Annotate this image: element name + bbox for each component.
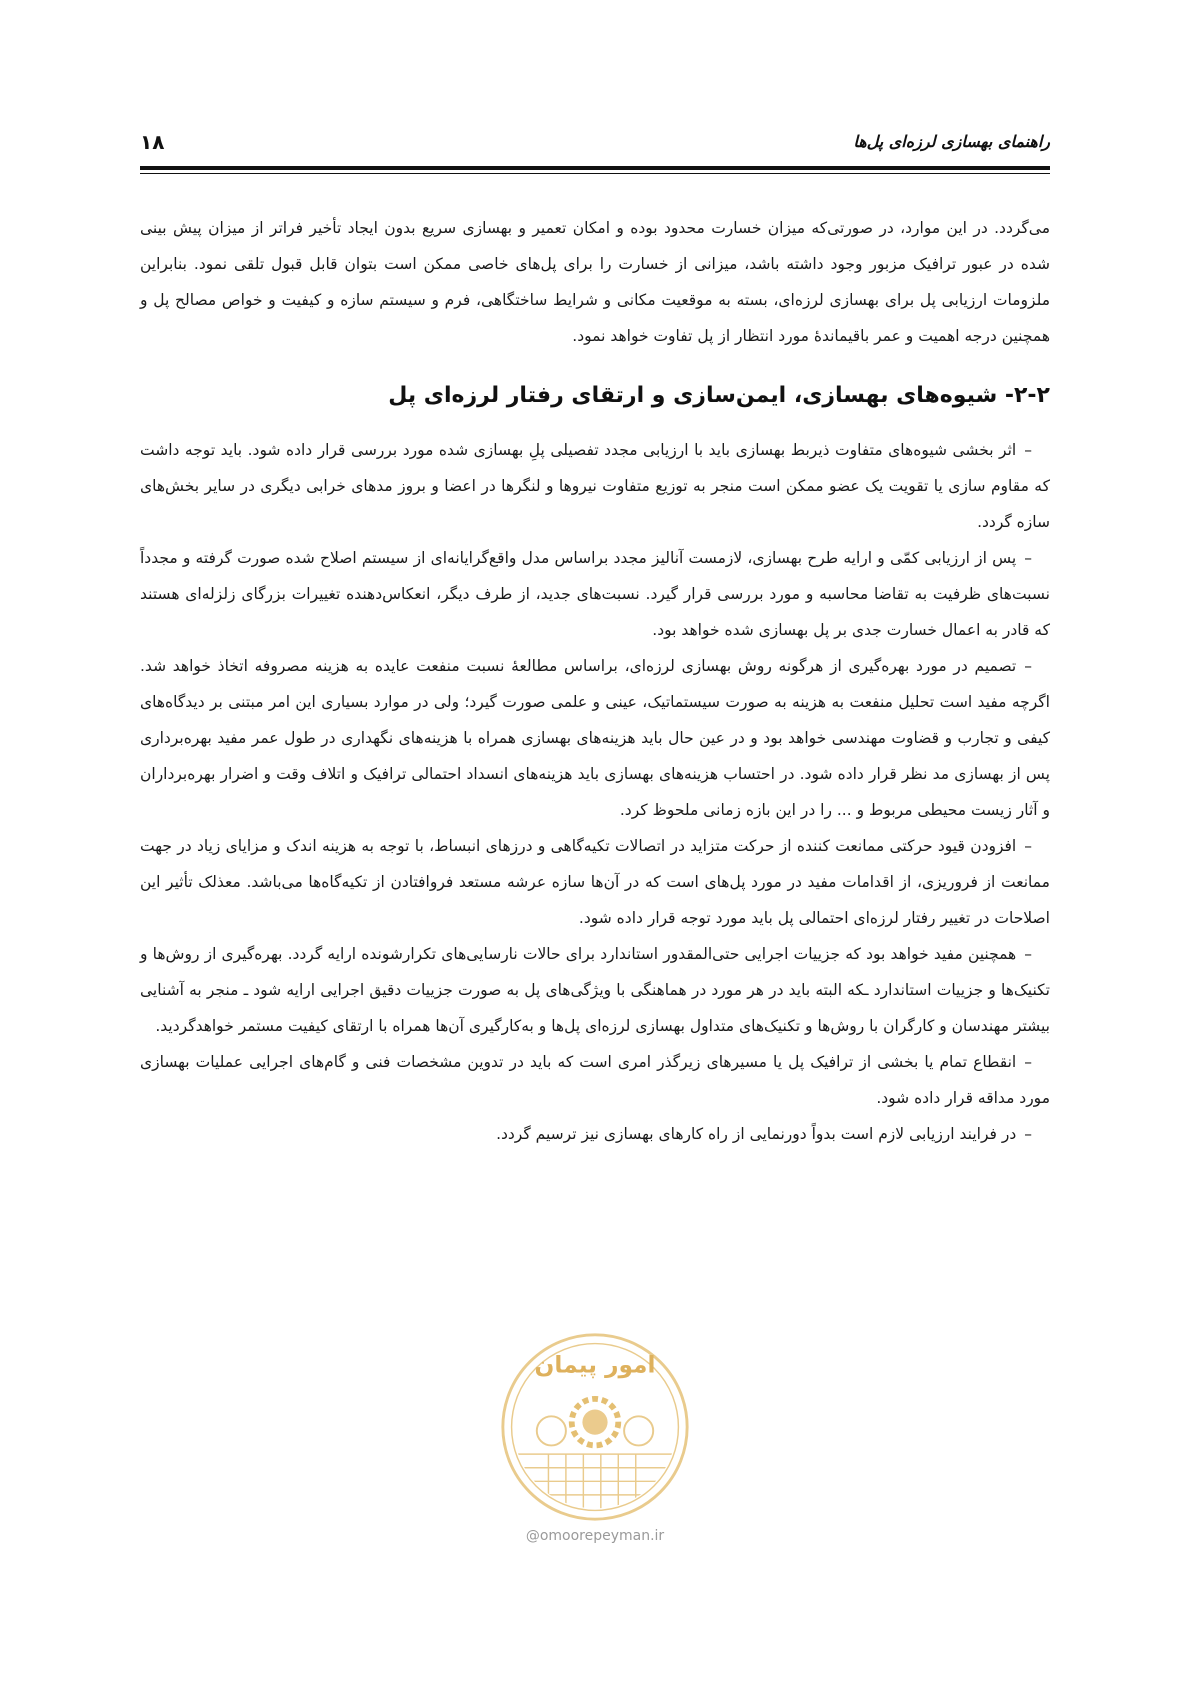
bullet-dash: – (1024, 1053, 1032, 1071)
header-rule-thin (140, 173, 1050, 174)
bullet-dash: – (1024, 837, 1032, 855)
bullet-dash: – (1024, 945, 1032, 963)
watermark-url: @omoorepeyman.ir (525, 1528, 665, 1544)
section-heading: ۲-۲- شیوه‌های بهسازی، ایمن‌سازی و ارتقای رفتار لرزه‌ای پل (388, 383, 1050, 408)
bullet-paragraph (140, 828, 1050, 936)
bullet-text: پس از ارزیابی کمّی و ارایه طرح بهسازی، لازمست آنالیز مجدد براساس مدل واقع‌گرایانه‌ای از سیستم اصلاح شده صورت گرفته و مجدداً نسبت‌های ظرفیت به تقاضا محاسبه و مورد بررسی قرار گیرد. نسبت‌های جدید، از طرف دیگر، انعکاس‌دهنده تغییرات بزرگای زلزله‌ای هستند که قادر به اعمال خسارت جدی بر پل بهسازی شده خواهد بود. (140, 549, 1050, 639)
bullet-paragraph (140, 1116, 1050, 1152)
watermark-logo-text: امور پیمان (534, 1351, 656, 1379)
intro-paragraph: می‌گردد. در این موارد، در صورتی‌که میزان خسارت محدود بوده و امکان تعمیر و بهسازی سریع بدون ایجاد تأخیر فراتر از میزان پیش بینی شده در عبور ترافیک مزبور وجود داشته باشد، میزانی از خسارت را برای پل‌های خاصی ممکن است بتوان قابل قبول تلقی نمود. بنابراین ملزومات ارزیابی پل برای بهسازی لرزه‌ای، بسته به موقعیت مکانی و شرایط ساختگاهی، فرم و سیستم سازه و کیفیت و خواص مصالح پل و همچنین درجه اهمیت و عمر باقیماندهٔ مورد انتظار از پل تفاوت خواهد نمود. (140, 219, 1050, 345)
page-number: ۱۸ (140, 130, 165, 154)
bullet-text: انقطاع تمام یا بخشی از ترافیک پل یا مسیرهای زیرگذر امری است که باید در تدوین مشخصات فنی و گام‌های اجرایی عملیات بهسازی مورد مداقه قرار داده شود. (140, 1053, 1050, 1107)
bullet-dash: – (1024, 441, 1032, 459)
bullet-dash: – (1024, 657, 1032, 675)
bullet-paragraph (140, 540, 1050, 648)
running-title: راهنمای بهسازی لرزه‌ای پل‌ها (853, 132, 1050, 151)
header-rule-thick (140, 166, 1050, 170)
bullet-dash: – (1024, 1125, 1032, 1143)
watermark-logo (498, 1330, 692, 1524)
bullet-paragraph (140, 432, 1050, 540)
bullet-text: افزودن قیود حرکتی ممانعت کننده از حرکت متزاید در اتصالات تکیه‌گاهی و درزهای انبساط، با توجه به هزینه اندک و مزایای زیاد در جهت ممانعت از فروریزی، از اقدامات مفید در مورد پل‌های است که در آن‌ها سازه عرشه مستعد فروافتادن از تکیه‌گاه‌ها می‌باشد. معذلک تأثیر این اصلاحات در تغییر رفتار لرزه‌ای احتمالی پل باید مورد توجه قرار داده شود. (140, 837, 1050, 927)
bullet-dash: – (1024, 549, 1032, 567)
body-text (140, 210, 1050, 1152)
bullet-paragraph (140, 648, 1050, 828)
bullet-paragraph (140, 1044, 1050, 1116)
bullet-text: اثر بخشی شیوه‌های متفاوت ذیربط بهسازی باید با ارزیابی مجدد تفصیلی پلِ بهسازی شده مورد بررسی قرار داده شود. باید توجه داشت که مقاوم سازی یا تقویت یک عضو ممکن است منجر به توزیع متفاوت نیروها و لنگرها در اعضا و بروز مدهای خرابی دیگری در سایر بخش‌های سازه گردد. (140, 441, 1050, 531)
bullet-text: تصمیم در مورد بهره‌گیری از هرگونه روش بهسازی لرزه‌ای، براساس مطالعهٔ نسبت منفعت عایده به هزینه مصروفه اتخاذ خواهد شد. اگرچه مفید است تحلیل منفعت به هزینه به صورت سیستماتیک، عینی و علمی صورت گیرد؛ ولی در موارد بسیاری این امر مبتنی بر دیدگاه‌های کیفی و تجارب و قضاوت مهندسی خواهد بود و در عین حال باید هزینه‌های بهسازی همراه با هزینه‌های نگهداری در طول عمر مفید بهره‌برداری پس از بهسازی مد نظر قرار داده شود. در احتساب هزینه‌های بهسازی باید هزینه‌های انسداد احتمالی ترافیک و اتلاف وقت و اضرار بهره‌برداران و آثار زیست محیطی مربوط و ... را در این بازه زمانی ملحوظ کرد. (140, 657, 1050, 819)
bullet-text: در فرایند ارزیابی لازم است بدواً دورنمایی از راه کارهای بهسازی نیز ترسیم گردد. (496, 1125, 1017, 1143)
bullet-text: همچنین مفید خواهد بود که جزییات اجرایی حتی‌المقدور استاندارد برای حالات نارسایی‌های تکرارشونده ارایه گردد. بهره‌گیری از روش‌ها و تکنیک‌ها و جزییات استاندارد ـکه البته باید در هر مورد در هماهنگی با ویژگی‌های پل به صورت جزییات دقیق اجرایی ارایه شود ـ منجر به آشنایی بیشتر مهندسان و کارگران با روش‌ها و تکنیک‌های متداول بهسازی لرزه‌ای پل‌ها و به‌کارگیری آن‌ها همراه با ارتقای کیفیت مستمر خواهدگردید. (140, 945, 1050, 1035)
bullet-paragraph (140, 936, 1050, 1044)
page-header (140, 130, 1050, 170)
